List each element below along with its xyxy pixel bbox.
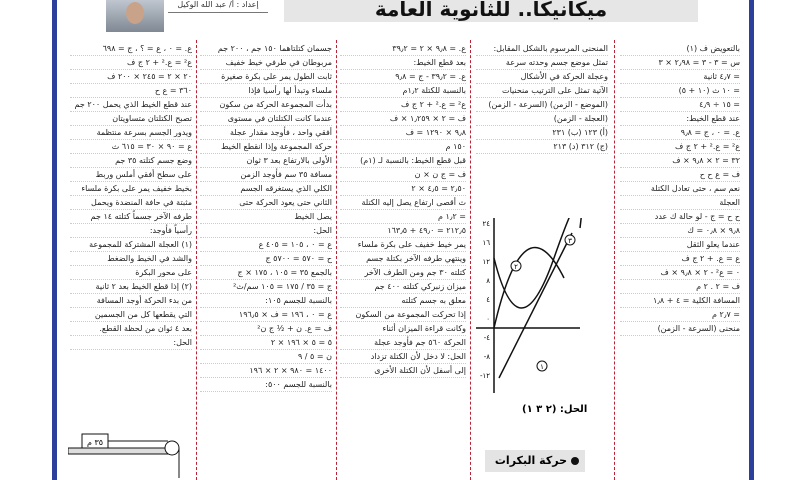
text-column-3 [340, 42, 466, 480]
text-line: المنحنى المرسوم بالشكل المقابل: [476, 42, 608, 56]
y-tick-label: ٠ [486, 315, 490, 323]
text-line: ع. = ٩٫٨ × ٢ = ٣٩٫٢ [340, 42, 466, 56]
text-line: بالنسبة للكتلة ١٫٢م [340, 84, 466, 98]
text-line: الكلي الذي يستغرقه الجسم [200, 182, 332, 196]
text-line: الحل: [70, 336, 192, 350]
y-tick-label: ٨ [486, 277, 490, 285]
text-line: ميزان زنبركي كتلته ٤٠٠ جم [340, 280, 466, 294]
text-line: ح = ٥٧٠ = ٥٧٠٠ ج [200, 252, 332, 266]
text-line: ج = ٣٥ / ١٧٥ = ١٠٥ سم/ث² [200, 280, 332, 294]
text-line: ف = ع ح ح [620, 168, 740, 182]
text-line: طرفه الآخر جسماً كتلته ١٤ جم [70, 210, 192, 224]
text-line: على محور البكرة [70, 266, 192, 280]
text-line: (ج) ٣١٢ (د) ٢١٣ [476, 140, 608, 154]
author-photo [106, 0, 164, 32]
column-separator [614, 40, 615, 480]
y-tick-label: ١٢ [482, 258, 490, 266]
graph-answer: الحل: (٢ ٣ ١) [522, 404, 588, 415]
author-name: إعداد : أ/ عبد الله الوكيل [168, 0, 268, 13]
text-line: الثاني حتى يعود الحركة حتى [200, 196, 332, 210]
y-tick-label: ٤ [486, 296, 490, 304]
text-line: ع² = ع.² + ٢ ج ف [340, 98, 466, 112]
text-line: رأسياً فأوجد: [70, 224, 192, 238]
text-line: ث أقصى ارتفاع يصل إليه الكتلة [340, 196, 466, 210]
y-tick-label: -٨ [483, 353, 490, 361]
column-separator [336, 40, 337, 480]
text-line: ٩٫٨ × ٠٫٨ = ك [620, 224, 740, 238]
text-line: أفقي واحد ، فأوجد مقدار عجلة [200, 126, 332, 140]
text-line: ع = ٠ ، ١٩٦ = ف × ١٩٦٫٥ [200, 308, 332, 322]
text-line: الحل: لا دخل لأن الكتلة تزداد [340, 350, 466, 364]
text-line: ع = ٩٠ × ٣٠ = ٦١٥ ث [70, 140, 192, 154]
text-line: الآتية تمثل على الترتيب منحنيات [476, 84, 608, 98]
text-line: (أ) ١٢٣ (ب) ٢٣١ [476, 126, 608, 140]
text-line: ع. = ٠ ، ج = ٩٫٨ [620, 126, 740, 140]
text-line: بالنسبة للجسم ٥٠٠: [200, 378, 332, 392]
text-line: ١٥٠ م [340, 140, 466, 154]
text-line: كتلته ٣٠ جم ومن الطرف الآخر [340, 266, 466, 280]
text-line: مربوطان في طرفي خيط خفيف [200, 56, 332, 70]
column-separator [470, 40, 471, 480]
text-line: (العجلة - الزمن) [476, 112, 608, 126]
text-line: الأولى بالارتفاع بعد ٣ ثوان [200, 154, 332, 168]
text-line: ملساء وتبدأ لها رأسيا فإذا [200, 84, 332, 98]
text-line: تمثل موضع جسم وحدته سرعة [476, 56, 608, 70]
y-tick-labels [480, 220, 490, 380]
text-column-5 [70, 42, 192, 412]
text-line: = ٤٫٧ ثانية [620, 70, 740, 84]
mass-label: ٣٥ م [86, 438, 104, 447]
text-line: ٣٦٠ = ع ح [70, 84, 192, 98]
text-line: بالجمع ٣٥ = ١٠٥ ، ١٧٥ × ج [200, 266, 332, 280]
text-line: نعم سم ، حتى تعادل الكتلة [620, 182, 740, 196]
y-tick-label: ٢٤ [482, 220, 490, 228]
text-line: ع = ٠ ، ١٠٥ = ٤٠٥ ع [200, 238, 332, 252]
text-line: ف = ٢ . ٢ م [620, 280, 740, 294]
text-line: العجلة [620, 196, 740, 210]
text-line: ف = ع. ن + ½ ج ن² [200, 322, 332, 336]
text-line: والشد في الخيط والضغط [70, 252, 192, 266]
section-heading [485, 450, 585, 472]
text-line: الحل: [200, 224, 332, 238]
text-line: عندما يعلو الثقل [620, 238, 740, 252]
text-line: ع. = ٣٩٫٢ - ج = ٩٫٨ [340, 70, 466, 84]
text-line: = ٢٫٧ م [620, 308, 740, 322]
curve-label: ٢ [514, 263, 518, 271]
text-line: عندما كانت الكتلتان في مستوى [200, 112, 332, 126]
text-line: بخيط خفيف يمر على بكرة ملساء [70, 182, 192, 196]
text-line: ٥ = ٥ × ١٩٦ × ٢ [200, 336, 332, 350]
text-line: بعد قطع الخيط: [340, 56, 466, 70]
text-line: وعجلة الحركة في الأشكال [476, 70, 608, 84]
text-line: مثبتة في حافة المنضدة ويحمل [70, 196, 192, 210]
text-line: منحنى (السرعة - الزمن) [620, 322, 740, 336]
text-line: ن = ٥ / ٩ [200, 350, 332, 364]
curve-label: ١ [540, 363, 544, 371]
column-separator [196, 40, 197, 480]
text-line: بدأت المجموعة الحركة من سكون [200, 98, 332, 112]
text-line: يصل الخيط [200, 210, 332, 224]
y-tick-label: ١٦ [482, 239, 490, 247]
curve-label: ٣ [568, 237, 572, 245]
text-column-4 [200, 42, 332, 480]
text-line: عند قطع الخيط: [620, 112, 740, 126]
curve-2 [494, 218, 582, 308]
text-line: ٢١٢٫٥ = ٤٩٫٠ + ١٦٣٫٥ [340, 224, 466, 238]
text-line: = ١٥ ÷ ٤٫٩ [620, 98, 740, 112]
text-line: (١) العجلة المشتركة للمجموعة [70, 238, 192, 252]
text-line: ثابت الطول يمر على بكرة صغيرة [200, 70, 332, 84]
author-head [126, 2, 144, 24]
text-line: إلى أسفل لأن الكتلة الأخرى [340, 364, 466, 378]
pulley-wheel [165, 441, 179, 455]
text-line: ٩٫٨ × ١٢٩٠ = ف [340, 126, 466, 140]
text-line: تصبح الكتلتان متساويتان [70, 112, 192, 126]
text-column-2 [476, 42, 608, 214]
text-line: ١٤٠٠ = ٩٨٠ × ٢ × ١٩٦ [200, 364, 332, 378]
text-line: وينتهي طرفه الآخر بكتلة جسم [340, 252, 466, 266]
text-line: = ١٫٢ م [340, 210, 466, 224]
text-line: يمر خيط خفيف على بكرة ملساء [340, 238, 466, 252]
text-line: ع. = ٠ ، ع = ؟ ، ج = ٦٩٨ [70, 42, 192, 56]
bullet-icon [571, 457, 579, 465]
text-line: ٢٫٥٠ = ٤٫٥ × ٢ [340, 182, 466, 196]
y-tick-label: -١٢ [479, 372, 490, 380]
text-line: التي يقطعها كل من الجسمين [70, 308, 192, 322]
text-line: (٢) إذا قطع الخيط بعد ٢ ثانية [70, 280, 192, 294]
pulley-figure [68, 420, 188, 480]
table-surface [68, 448, 168, 454]
text-line: جسمان كتلتاهما ١٥٠ جم ، ٢٠٠ جم [200, 42, 332, 56]
text-line: ٢٠ × ٢ = ٢٤٥ × ٢٠٠ ف [70, 70, 192, 84]
text-line: ٣٢ = ٢ × ٩٫٨ × ف [620, 154, 740, 168]
text-line: بالتعويض ف (١) [620, 42, 740, 56]
text-line: على سطح أفقي أملس وربط [70, 168, 192, 182]
text-line: ف = ٢ × ١٫٢٥٩ × ف [340, 112, 466, 126]
text-line: من بدء الحركة أوجد المسافة [70, 294, 192, 308]
text-line: عند قطع الخيط الذي يحمل ٢٠٠ جم [70, 98, 192, 112]
text-line: وكانت قراءة الميزان أثناء [340, 322, 466, 336]
text-line: الحركة ٥٦٠ جم فأوجد عجلة [340, 336, 466, 350]
text-line: ع² = ع.² + ٢ ج ف [70, 56, 192, 70]
text-line: مسافة ٣٥ سم فأوجد الزمن [200, 168, 332, 182]
curve-3 [499, 233, 572, 378]
curve-1 [494, 248, 564, 328]
text-line: بالنسبة للجسم ١٠٥: [200, 294, 332, 308]
text-line: ٠ = ع² - ٢ × ٩٫٨ × ف [620, 266, 740, 280]
text-line: (الموضع - الزمن) (السرعة - الزمن) [476, 98, 608, 112]
text-line: حركة المجموعة وإذا انقطع الخيط [200, 140, 332, 154]
section-heading-text: حركة البكرات [494, 454, 567, 467]
text-line: ف = ج ن × ن [340, 168, 466, 182]
text-column-1 [620, 42, 740, 480]
text-line: وضع جسم كتلته ٣٥ جم [70, 154, 192, 168]
page-title: ميكانيكا.. للثانوية العامة [284, 0, 698, 22]
text-line: إذا تحركت المجموعة من السكون [340, 308, 466, 322]
text-line: معلق به جسم كتلته [340, 294, 466, 308]
motion-graph [474, 218, 582, 398]
text-line: قبل قطع الخيط: بالنسبة لـ (١م) [340, 154, 466, 168]
text-line: بعد ٤ ثوان من لحظة القطع. [70, 322, 192, 336]
y-tick-label: -٤ [483, 334, 490, 342]
text-line: ح ح = ج - لو حالة ك عدد [620, 210, 740, 224]
text-line: ع² = ع.² + ٢ ج ف [620, 140, 740, 154]
text-line: = ١٠ ث (١٠ + ٥) [620, 84, 740, 98]
text-line: ع = ع. + ٢ ج ف [620, 252, 740, 266]
text-line: المسافة الكلية = ٤ + ١٫٨ [620, 294, 740, 308]
text-line: ويدور الجسم بسرعة منتظمة [70, 126, 192, 140]
text-line: س = ٣ - ٣ = ٢٫٩٨ × ٣ [620, 56, 740, 70]
